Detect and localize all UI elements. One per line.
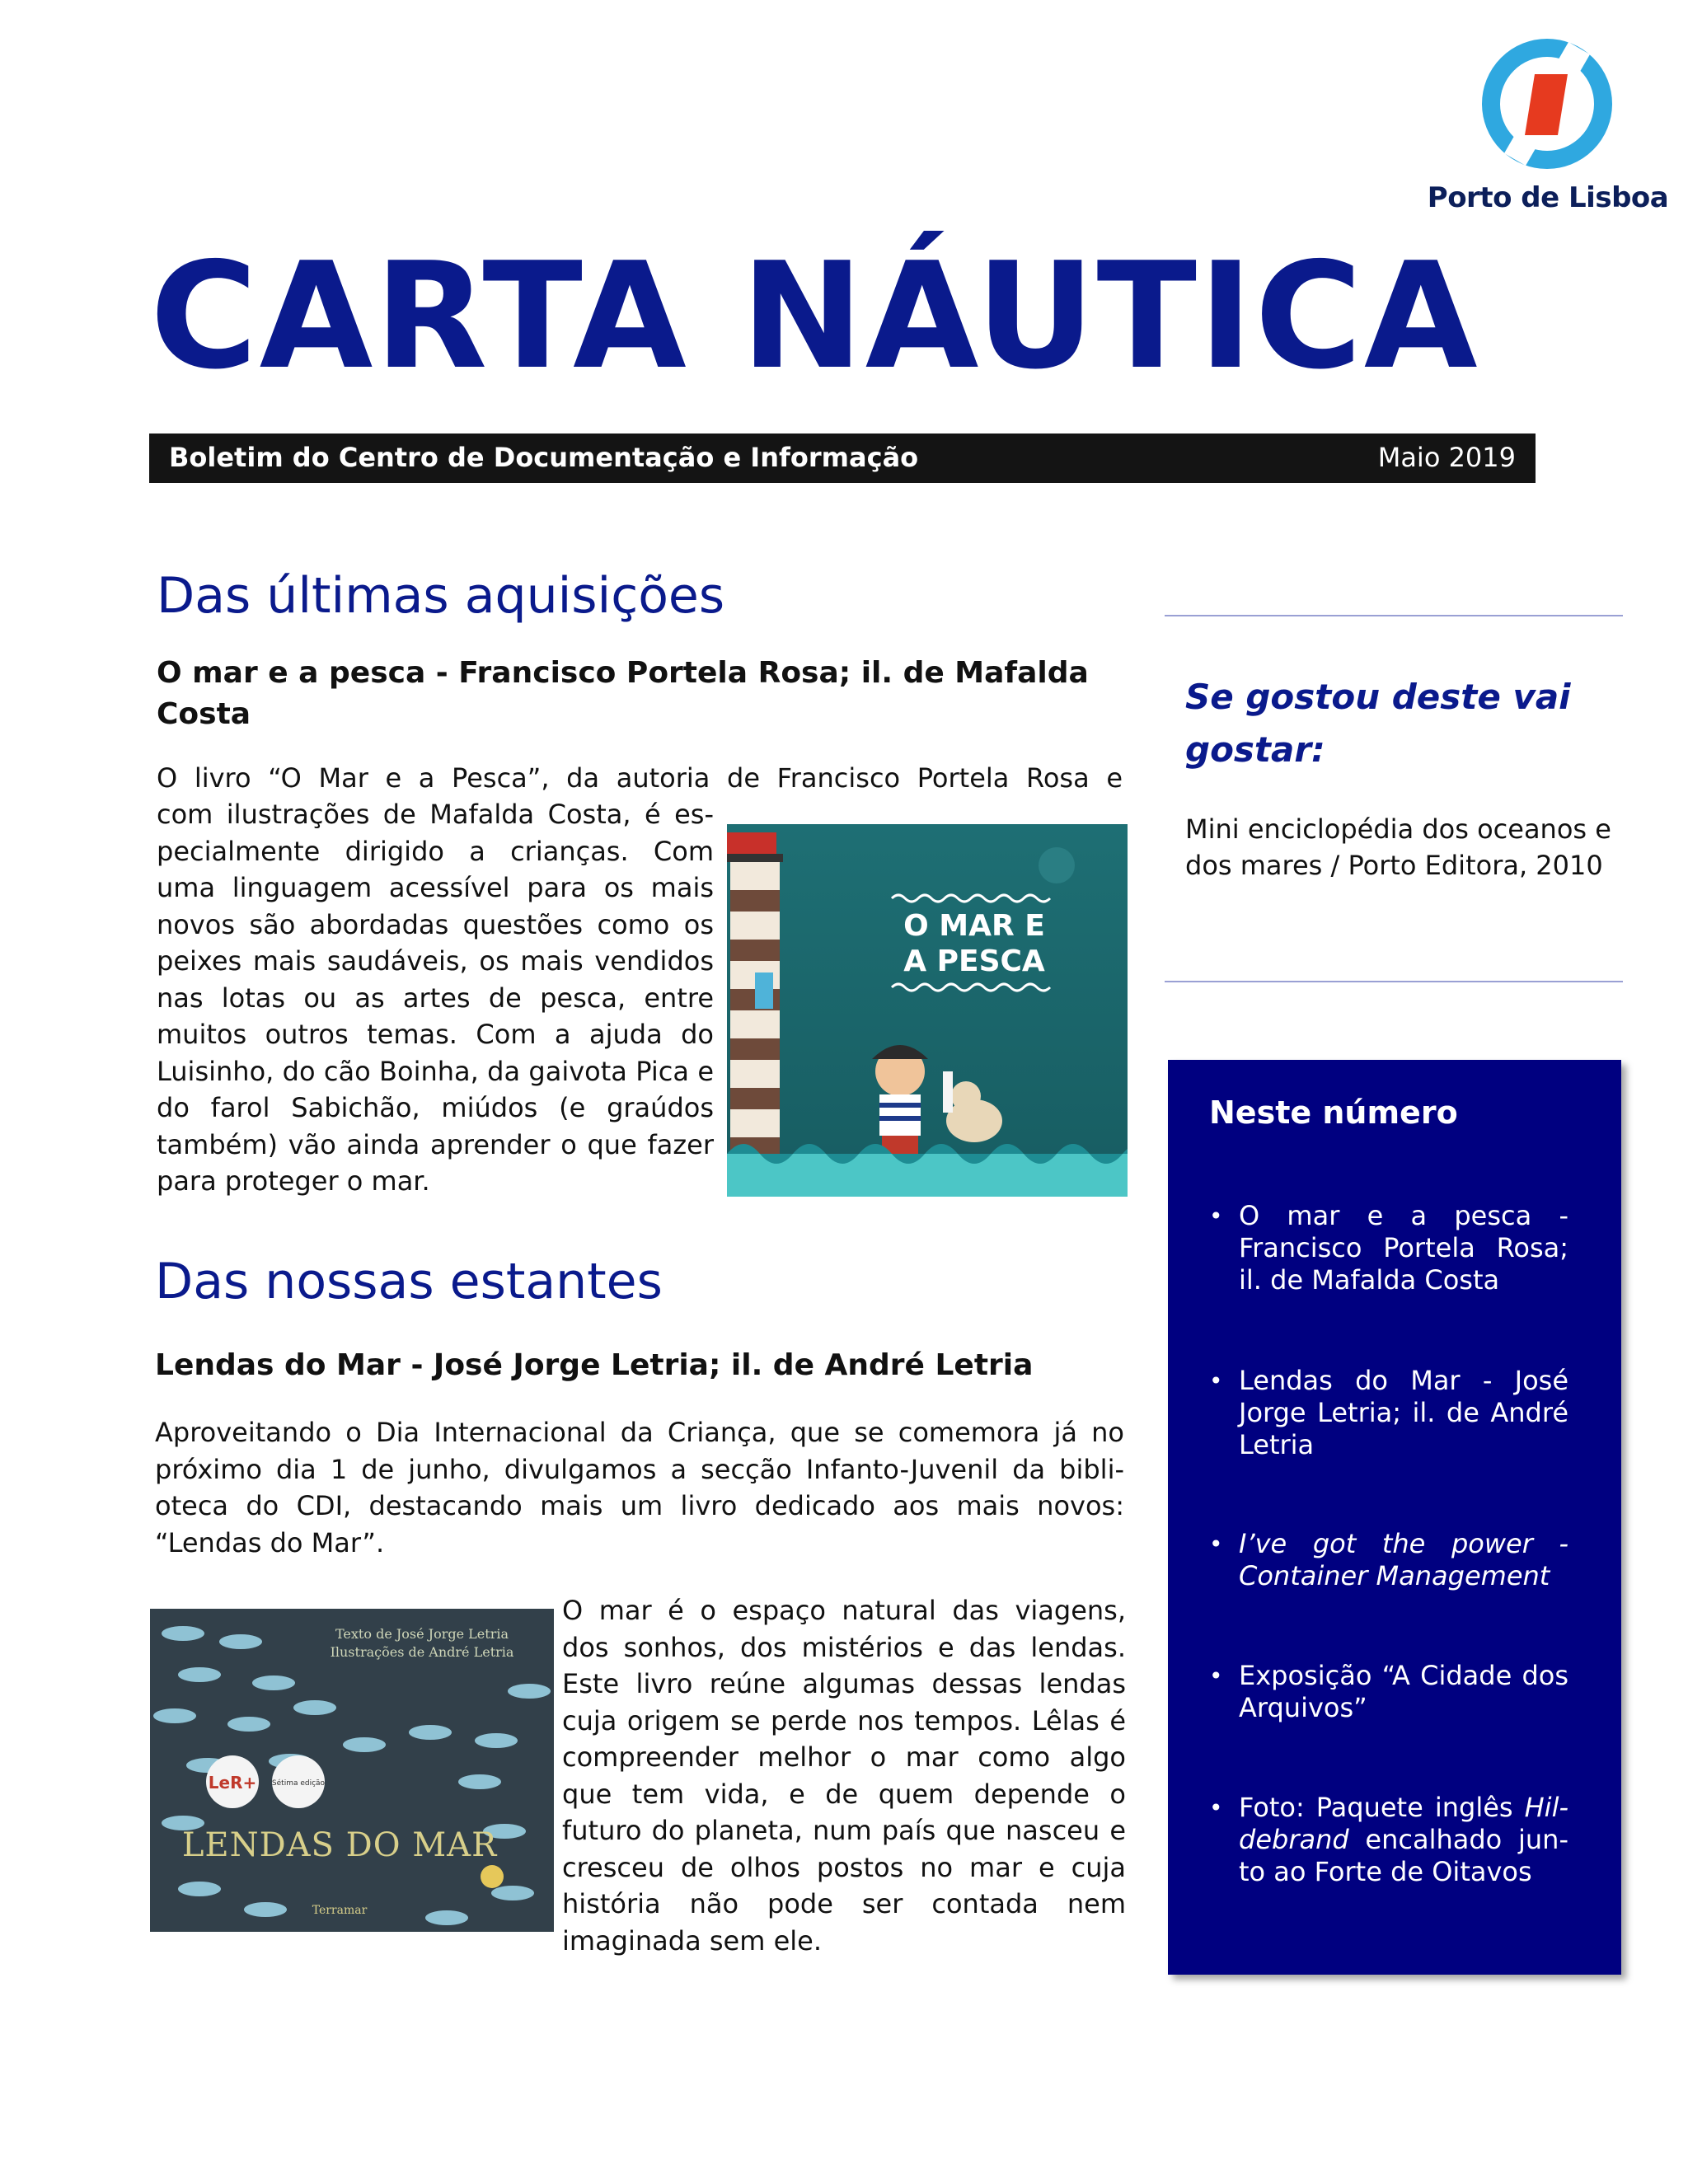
bullet-icon: • <box>1209 1202 1223 1230</box>
book-cover-lendas-do-mar <box>150 1609 554 1932</box>
divider <box>1165 981 1623 982</box>
cover-title-line1: O MAR E <box>903 909 1045 943</box>
cover-title-line2: A PESCA <box>903 944 1045 978</box>
issue-date: Maio 2019 <box>1377 442 1516 473</box>
article-text: com ilustrações de Mafalda Costa, é especialmente dirigido a crianças. Com uma linguagem acessível para os mais novos são abordadas questões como os peixes mais saudáveis, os mais vendidos nas lotas ou as artes de pesca, entre muitos outros temas. Com a ajuda do Luisinho, do cão Boinha, da gaivota Pica e do farol Sabichão, miúdos (e graúdos também) vão ainda aprender o que fazer para proteger o mar. <box>157 799 714 1197</box>
toc-item[interactable] <box>1209 1528 1568 1592</box>
section-heading-shelves: Das nossas estantes <box>155 1253 663 1310</box>
article-title: O mar e a pesca - Francisco Portela Rosa; il. de Mafalda Costa <box>157 656 1089 731</box>
toc-item-text: Exposição “A Cidade dos Arquivos” <box>1239 1660 1568 1723</box>
toc-item[interactable] <box>1209 1365 1568 1461</box>
divider <box>1165 615 1623 616</box>
toc-item-text: Lendas do Mar - José Jorge Letria; il. de André Letria <box>1239 1365 1568 1460</box>
bullet-icon: • <box>1209 1794 1223 1821</box>
bullet-icon: • <box>1209 1530 1223 1558</box>
logo-caption: Porto de Lisboa <box>1427 181 1669 214</box>
recommendation-text: Mini enciclopédia dos oceanos e dos mares / Porto Editora, 2010 <box>1185 813 1611 881</box>
cover-title: LENDAS DO MAR <box>181 1826 498 1864</box>
toc-heading: Neste número <box>1209 1094 1458 1131</box>
toc-item-text: Foto: Paquete inglês <box>1239 1792 1525 1823</box>
cover-publisher: Terramar <box>312 1904 368 1917</box>
book-cover-o-mar-e-a-pesca <box>727 824 1128 1197</box>
cover-author-credit: Texto de José Jorge Letria <box>335 1626 509 1642</box>
in-this-issue-box <box>1168 1060 1621 1975</box>
masthead-title: CARTA NÁUTICA <box>150 231 1479 401</box>
article-text-line: O livro “O Mar e a Pesca”, da autoria de Francisco Portela Rosa e <box>157 762 1123 794</box>
toc-item[interactable] <box>1209 1792 1568 1888</box>
toc-item[interactable] <box>1209 1660 1568 1724</box>
cover-badge-sales: Sétima edição <box>271 1779 326 1788</box>
article-title: Lendas do Mar - José Jorge Letria; il. de André Letria <box>155 1348 1034 1382</box>
masthead-bar <box>149 434 1536 483</box>
cover-badge-ler: LeR+ <box>208 1773 257 1793</box>
toc-item-text: I’ve got the power - Container Management <box>1239 1528 1568 1591</box>
toc-item[interactable] <box>1209 1200 1568 1296</box>
article-intro: Aproveitando o Dia Internacional da Criança, que se comemora já no próximo dia 1 de junho, divulgamos a secção Infanto-Juvenil da biblioteca do CDI, destacando mais um livro dedicado aos mais novos: “Lendas do Mar”. <box>155 1417 1124 1558</box>
article-text: O mar é o espaço natural das viagens, dos sonhos, dos mistérios e das lendas. Este livro reúne algumas dessas lendas cuja origem se perde nos tempos. Lêlas é compreender melhor o mar como algo que tem vida, e de quem depende o futuro do planeta, num país que nasceu e cresceu de olhos postos no mar e cuja história não pode ser contada nem imaginada sem ele. <box>562 1595 1126 1957</box>
bullet-icon: • <box>1209 1367 1223 1394</box>
toc-item-ship-name: Hildebrand <box>1239 1792 1568 1855</box>
bullet-icon: • <box>1209 1662 1223 1690</box>
toc-item-text: encalhado junto ao Forte de Oitavos <box>1239 1824 1568 1887</box>
masthead-subtitle: Boletim do Centro de Documentação e Informação <box>169 442 919 473</box>
recommendation-heading: Se gostou deste vai gostar: <box>1185 677 1571 770</box>
cover-illustrator-credit: Ilustrações de André Letria <box>330 1644 514 1660</box>
toc-item-text: O mar e a pesca - Francisco Portela Rosa; il. de Mafalda Costa <box>1239 1200 1568 1296</box>
section-heading-acquisitions: Das últimas aquisições <box>157 567 725 625</box>
